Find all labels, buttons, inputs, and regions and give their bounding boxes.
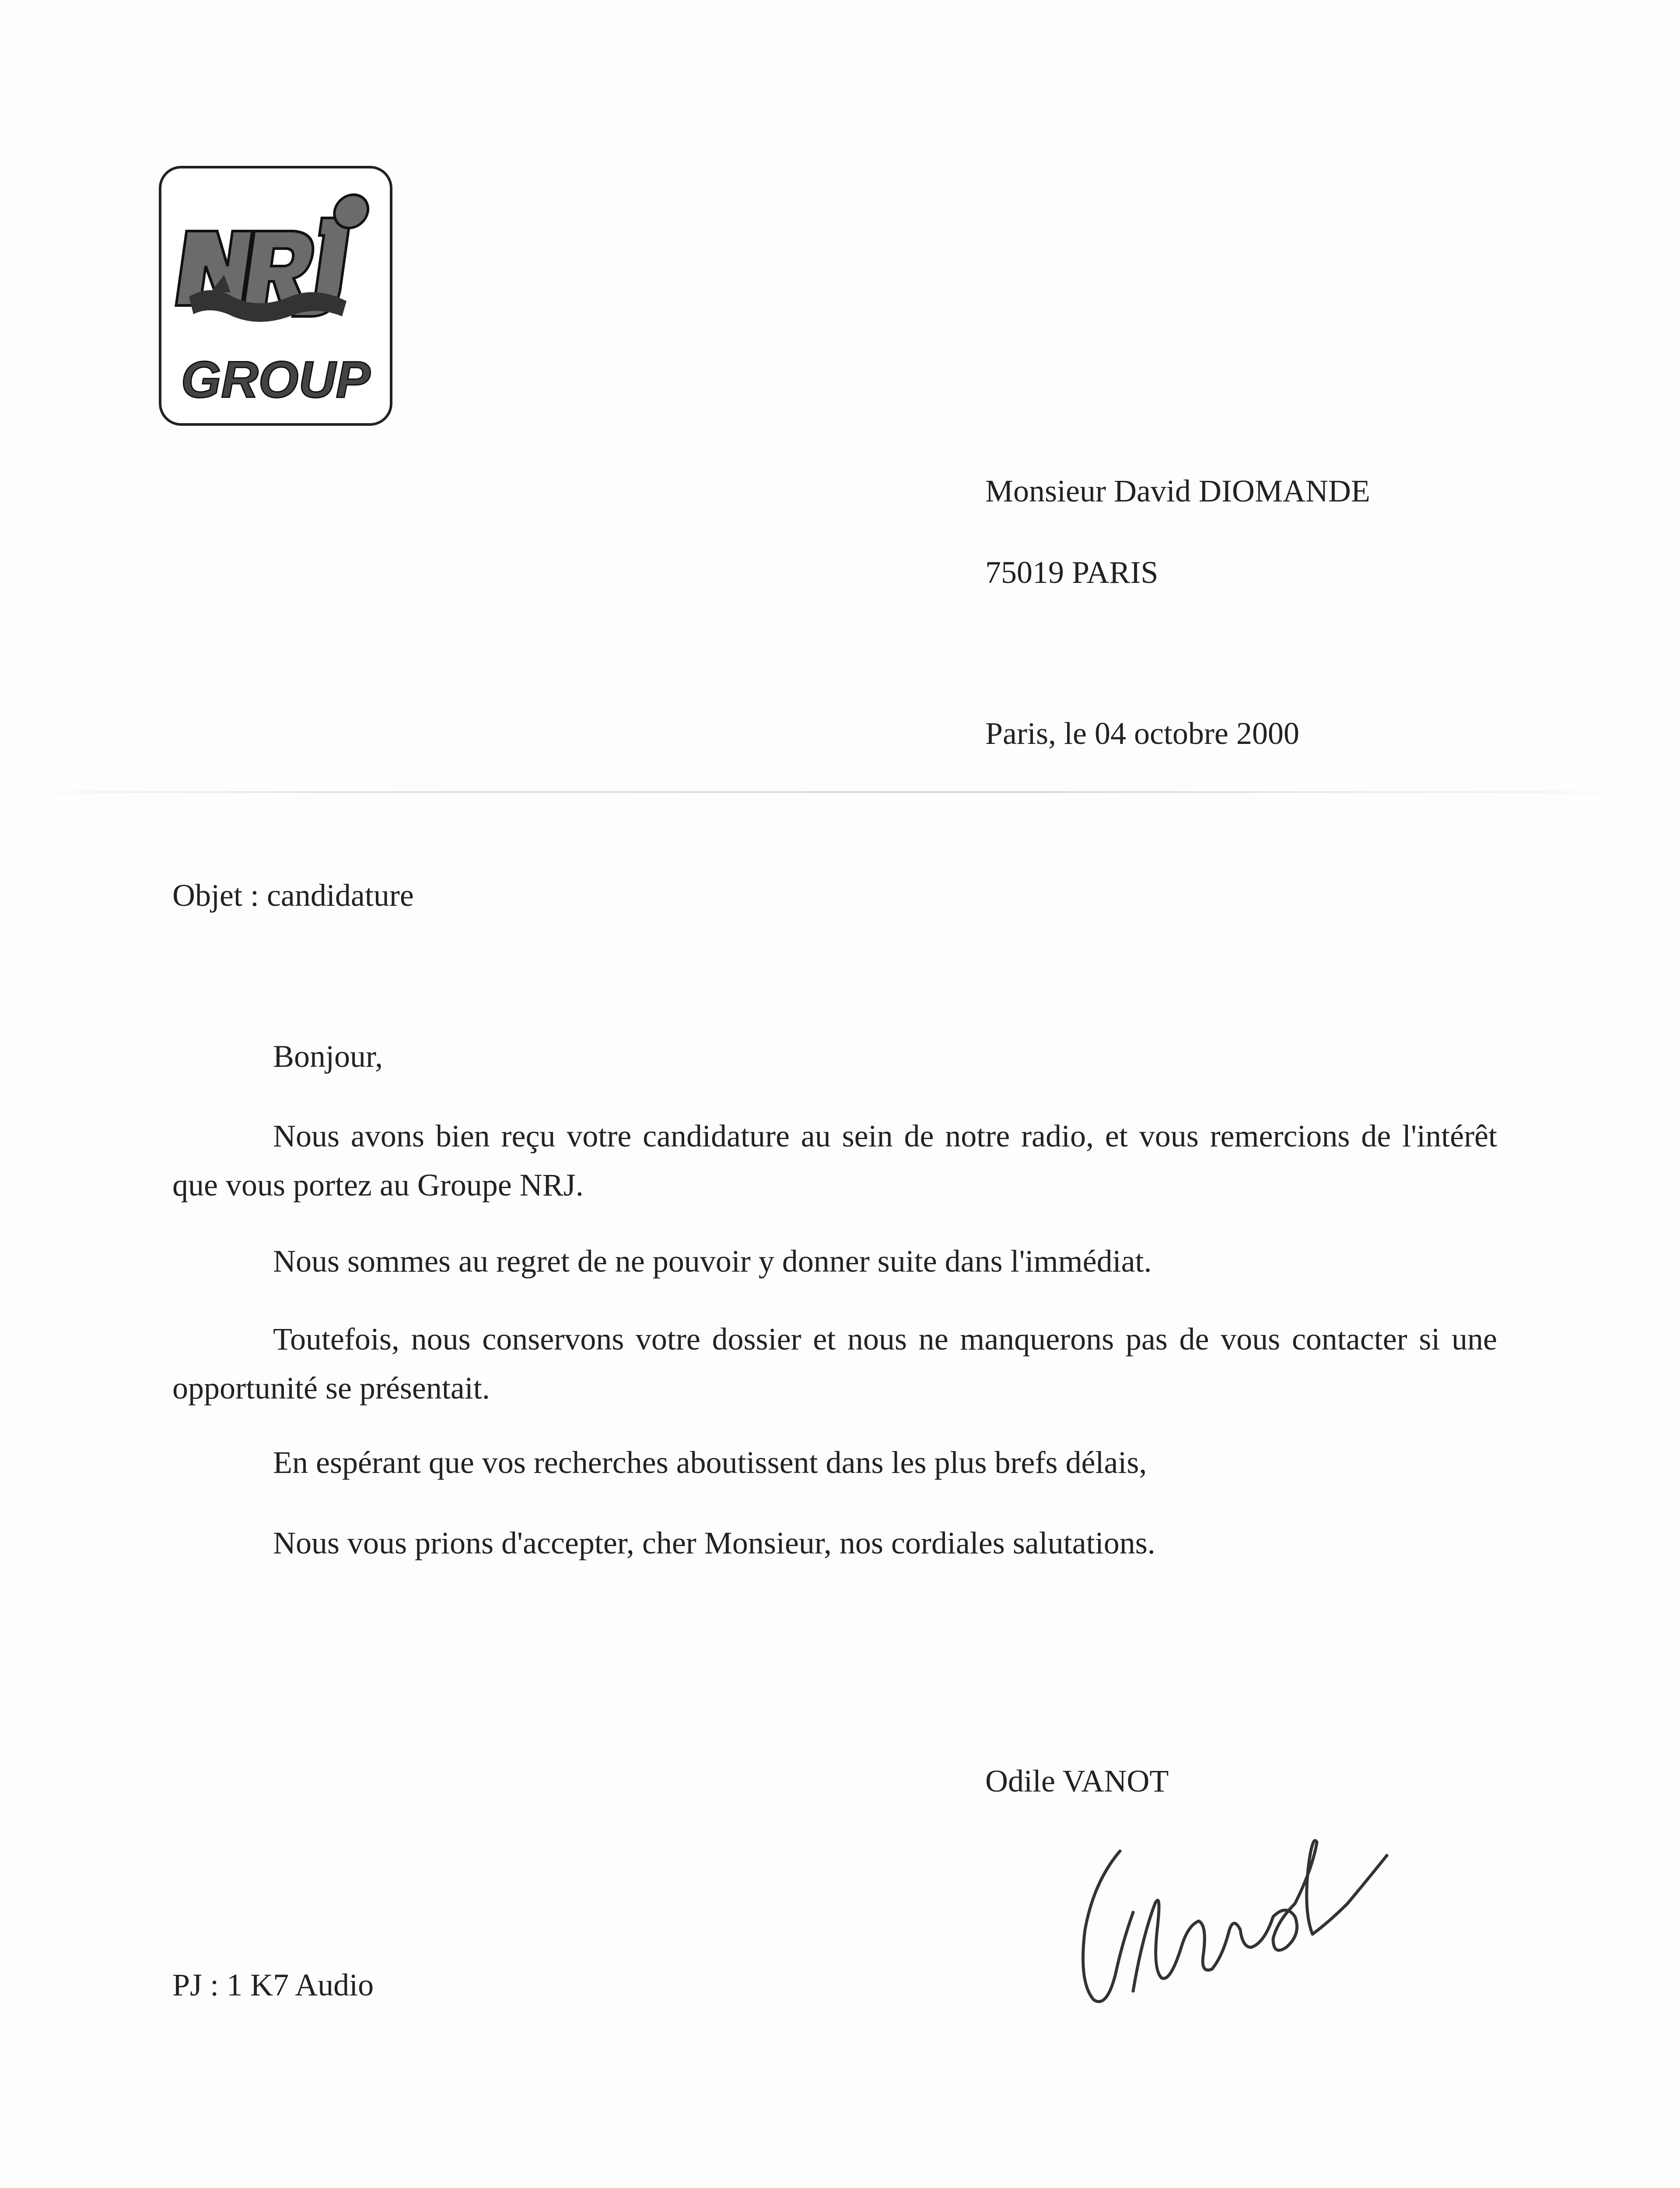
paragraph-2: Nous sommes au regret de ne pouvoir y donner suite dans l'immédiat. bbox=[273, 1244, 1152, 1279]
paragraph-4: En espérant que vos recherches aboutissent dans les plus brefs délais, bbox=[273, 1445, 1147, 1480]
handwritten-signature bbox=[1068, 1816, 1400, 2017]
letter-date: Paris, le 04 octobre 2000 bbox=[985, 716, 1299, 751]
letter-greeting: Bonjour, bbox=[273, 1039, 383, 1074]
paragraph-1-text: Nous avons bien reçu votre candidature au sein de notre radio, et vous remercions de l'intérêt que vous portez au Groupe NRJ. bbox=[172, 1119, 1497, 1203]
paper-fold-line bbox=[0, 791, 1680, 793]
paragraph-1 bbox=[172, 1112, 1497, 1210]
letter-subject: Objet : candidature bbox=[172, 878, 414, 913]
signatory-name: Odile VANOT bbox=[985, 1764, 1169, 1799]
paragraph-5: Nous vous prions d'accepter, cher Monsieur, nos cordiales salutations. bbox=[273, 1525, 1155, 1560]
recipient-city: 75019 PARIS bbox=[985, 555, 1158, 590]
logo-label: GROUP bbox=[181, 351, 371, 409]
attachment-note: PJ : 1 K7 Audio bbox=[172, 1967, 374, 2002]
recipient-name: Monsieur David DIOMANDE bbox=[985, 473, 1370, 508]
paragraph-3-text: Toutefois, nous conservons votre dossier et nous ne manquerons pas de vous contacter si une opportunité se présentait. bbox=[172, 1322, 1497, 1406]
paragraph-3 bbox=[172, 1315, 1497, 1413]
nrj-group-logo bbox=[158, 165, 393, 426]
